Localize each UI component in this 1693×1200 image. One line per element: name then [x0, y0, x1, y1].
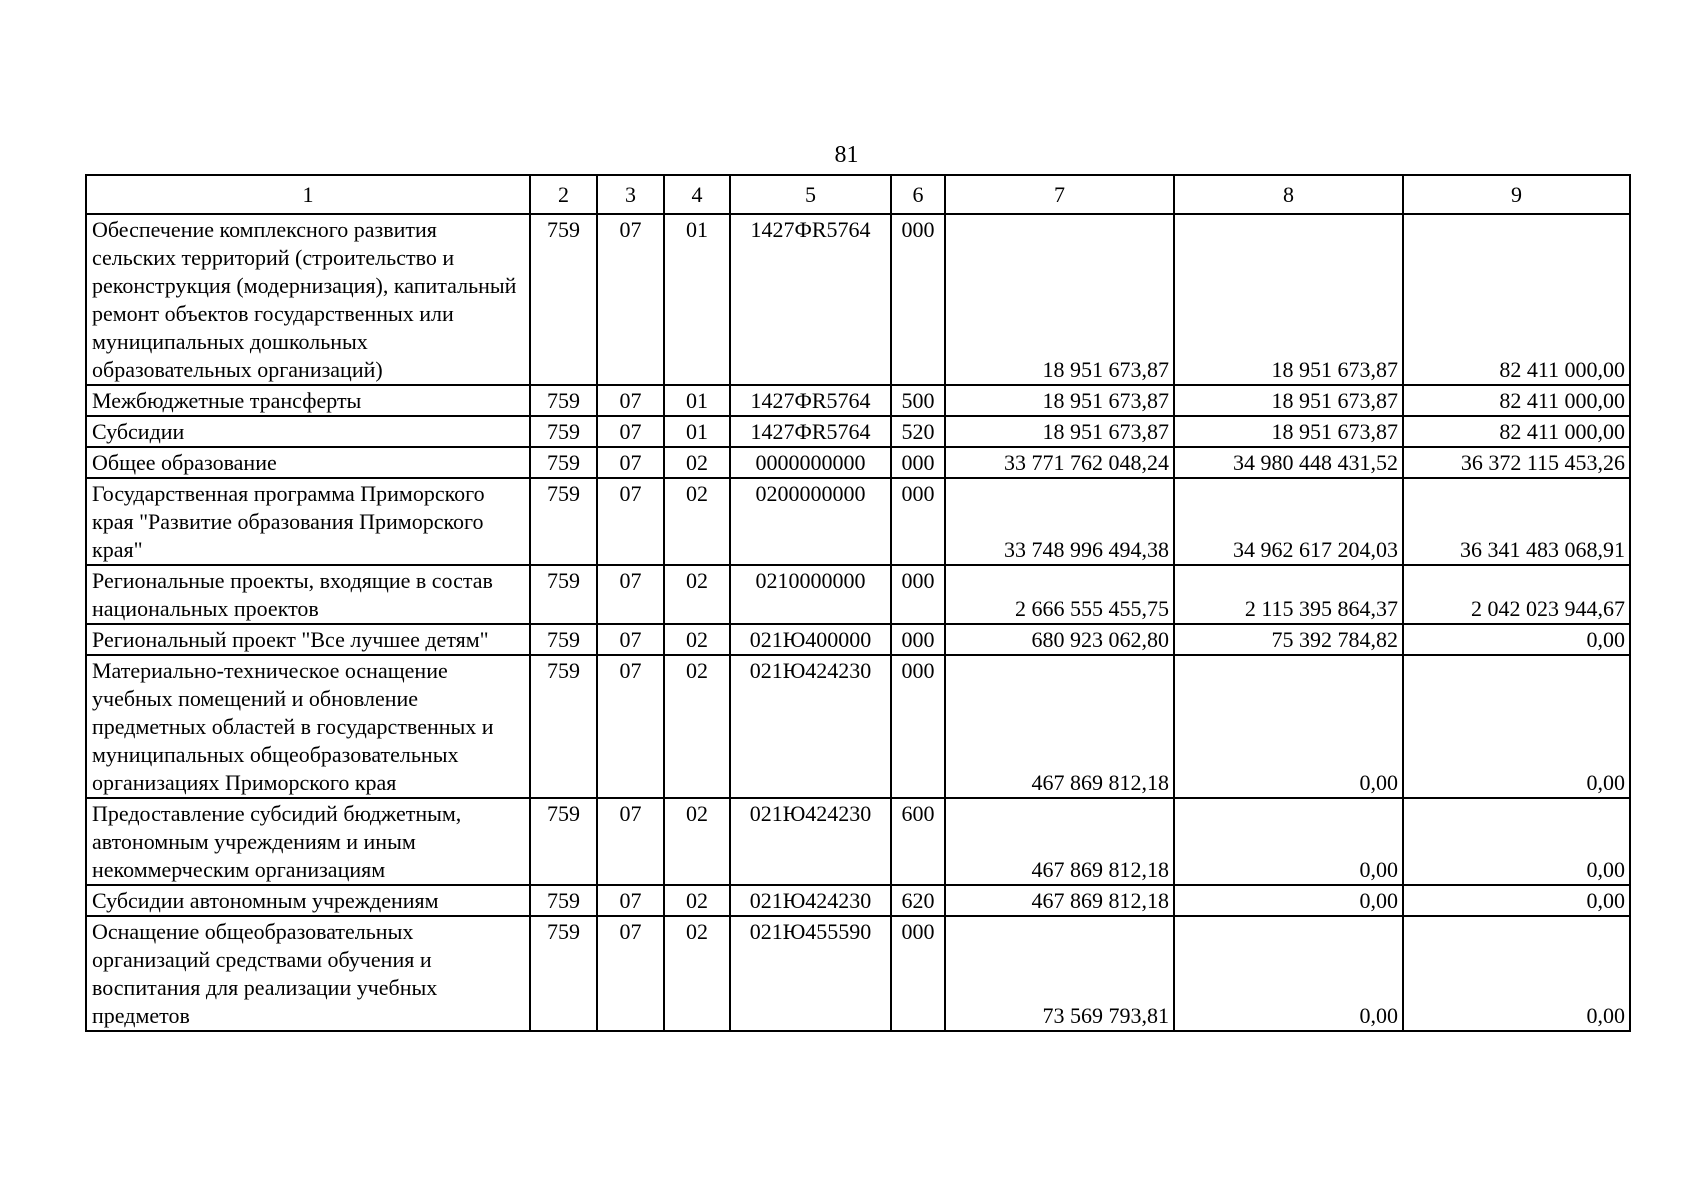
row-name-cell: Государственная программа Приморского края "Развитие образования Приморского края" — [86, 478, 530, 565]
gr-code-cell: 759 — [530, 385, 597, 416]
expense-type-cell: 000 — [891, 624, 945, 655]
amount-col8-cell: 75 392 784,82 — [1174, 624, 1403, 655]
column-header: 3 — [597, 175, 664, 214]
column-header: 6 — [891, 175, 945, 214]
subsection-code-cell: 02 — [664, 885, 730, 916]
section-code-cell: 07 — [597, 565, 664, 624]
table-row — [86, 214, 1630, 385]
table-row — [86, 624, 1630, 655]
amount-col7-cell: 18 951 673,87 — [945, 385, 1174, 416]
amount-col8-cell: 0,00 — [1174, 655, 1403, 798]
target-article-cell: 021Ю424230 — [730, 798, 891, 885]
amount-col7-cell: 2 666 555 455,75 — [945, 565, 1174, 624]
section-code-cell: 07 — [597, 416, 664, 447]
expense-type-cell: 000 — [891, 214, 945, 385]
gr-code-cell: 759 — [530, 416, 597, 447]
amount-col8-cell: 34 980 448 431,52 — [1174, 447, 1403, 478]
expense-type-cell: 600 — [891, 798, 945, 885]
target-article-cell: 021Ю400000 — [730, 624, 891, 655]
subsection-code-cell: 02 — [664, 798, 730, 885]
amount-col8-cell: 18 951 673,87 — [1174, 385, 1403, 416]
section-code-cell: 07 — [597, 478, 664, 565]
row-name-cell: Субсидии — [86, 416, 530, 447]
amount-col8-cell: 0,00 — [1174, 885, 1403, 916]
row-name-cell: Региональный проект "Все лучшее детям" — [86, 624, 530, 655]
amount-col9-cell: 0,00 — [1403, 624, 1630, 655]
target-article-cell: 021Ю424230 — [730, 885, 891, 916]
amount-col9-cell: 82 411 000,00 — [1403, 416, 1630, 447]
target-article-cell: 021Ю424230 — [730, 655, 891, 798]
amount-col7-cell: 18 951 673,87 — [945, 416, 1174, 447]
subsection-code-cell: 01 — [664, 385, 730, 416]
amount-col7-cell: 467 869 812,18 — [945, 655, 1174, 798]
amount-col7-cell: 680 923 062,80 — [945, 624, 1174, 655]
subsection-code-cell: 02 — [664, 624, 730, 655]
target-article-cell: 1427ФR5764 — [730, 385, 891, 416]
table-body — [86, 175, 1630, 1031]
column-header: 5 — [730, 175, 891, 214]
table-row — [86, 798, 1630, 885]
target-article-cell: 0210000000 — [730, 565, 891, 624]
column-header: 1 — [86, 175, 530, 214]
amount-col7-cell: 33 771 762 048,24 — [945, 447, 1174, 478]
amount-col8-cell: 18 951 673,87 — [1174, 416, 1403, 447]
target-article-cell: 021Ю455590 — [730, 916, 891, 1031]
gr-code-cell: 759 — [530, 885, 597, 916]
amount-col7-cell: 73 569 793,81 — [945, 916, 1174, 1031]
column-header: 7 — [945, 175, 1174, 214]
section-code-cell: 07 — [597, 655, 664, 798]
gr-code-cell: 759 — [530, 447, 597, 478]
gr-code-cell: 759 — [530, 655, 597, 798]
subsection-code-cell: 01 — [664, 214, 730, 385]
table-row — [86, 385, 1630, 416]
subsection-code-cell: 02 — [664, 478, 730, 565]
header-row — [86, 175, 1630, 214]
budget-table — [85, 174, 1631, 1032]
amount-col9-cell: 0,00 — [1403, 798, 1630, 885]
section-code-cell: 07 — [597, 624, 664, 655]
gr-code-cell: 759 — [530, 214, 597, 385]
expense-type-cell: 000 — [891, 478, 945, 565]
amount-col9-cell: 82 411 000,00 — [1403, 385, 1630, 416]
page-number: 81 — [834, 142, 859, 168]
gr-code-cell: 759 — [530, 624, 597, 655]
gr-code-cell: 759 — [530, 565, 597, 624]
table-row — [86, 916, 1630, 1031]
section-code-cell: 07 — [597, 885, 664, 916]
expense-type-cell: 000 — [891, 655, 945, 798]
subsection-code-cell: 02 — [664, 916, 730, 1031]
row-name-cell: Субсидии автономным учреждениям — [86, 885, 530, 916]
column-header: 2 — [530, 175, 597, 214]
expense-type-cell: 000 — [891, 565, 945, 624]
row-name-cell: Обеспечение комплексного развития сельских территорий (строительство и реконструкция (модернизация), капитальный ремонт объектов государственных или муниципальных дошкольных образовательных организаций) — [86, 214, 530, 385]
amount-col8-cell: 18 951 673,87 — [1174, 214, 1403, 385]
amount-col7-cell: 33 748 996 494,38 — [945, 478, 1174, 565]
row-name-cell: Общее образование — [86, 447, 530, 478]
amount-col9-cell: 0,00 — [1403, 655, 1630, 798]
target-article-cell: 1427ФR5764 — [730, 214, 891, 385]
expense-type-cell: 000 — [891, 916, 945, 1031]
amount-col9-cell: 36 341 483 068,91 — [1403, 478, 1630, 565]
row-name-cell: Региональные проекты, входящие в состав национальных проектов — [86, 565, 530, 624]
section-code-cell: 07 — [597, 385, 664, 416]
amount-col9-cell: 0,00 — [1403, 916, 1630, 1031]
column-header: 8 — [1174, 175, 1403, 214]
amount-col9-cell: 2 042 023 944,67 — [1403, 565, 1630, 624]
subsection-code-cell: 02 — [664, 565, 730, 624]
column-header: 4 — [664, 175, 730, 214]
amount-col7-cell: 467 869 812,18 — [945, 885, 1174, 916]
amount-col7-cell: 467 869 812,18 — [945, 798, 1174, 885]
gr-code-cell: 759 — [530, 478, 597, 565]
table-row — [86, 447, 1630, 478]
gr-code-cell: 759 — [530, 798, 597, 885]
table-row — [86, 565, 1630, 624]
table-row — [86, 478, 1630, 565]
section-code-cell: 07 — [597, 214, 664, 385]
section-code-cell: 07 — [597, 798, 664, 885]
amount-col8-cell: 2 115 395 864,37 — [1174, 565, 1403, 624]
expense-type-cell: 620 — [891, 885, 945, 916]
subsection-code-cell: 01 — [664, 416, 730, 447]
amount-col9-cell: 0,00 — [1403, 885, 1630, 916]
subsection-code-cell: 02 — [664, 447, 730, 478]
amount-col9-cell: 82 411 000,00 — [1403, 214, 1630, 385]
row-name-cell: Оснащение общеобразовательных организаций средствами обучения и воспитания для реализации учебных предметов — [86, 916, 530, 1031]
amount-col8-cell: 34 962 617 204,03 — [1174, 478, 1403, 565]
target-article-cell: 1427ФR5764 — [730, 416, 891, 447]
section-code-cell: 07 — [597, 916, 664, 1031]
row-name-cell: Материально-техническое оснащение учебных помещений и обновление предметных областей в государственных и муниципальных общеобразовательных организациях Приморского края — [86, 655, 530, 798]
amount-col8-cell: 0,00 — [1174, 916, 1403, 1031]
amount-col9-cell: 36 372 115 453,26 — [1403, 447, 1630, 478]
target-article-cell: 0000000000 — [730, 447, 891, 478]
row-name-cell: Межбюджетные трансферты — [86, 385, 530, 416]
expense-type-cell: 520 — [891, 416, 945, 447]
amount-col8-cell: 0,00 — [1174, 798, 1403, 885]
column-header: 9 — [1403, 175, 1630, 214]
section-code-cell: 07 — [597, 447, 664, 478]
table-row — [86, 655, 1630, 798]
table-row — [86, 885, 1630, 916]
table-row — [86, 416, 1630, 447]
row-name-cell: Предоставление субсидий бюджетным, автономным учреждениям и иным некоммерческим организациям — [86, 798, 530, 885]
amount-col7-cell: 18 951 673,87 — [945, 214, 1174, 385]
expense-type-cell: 500 — [891, 385, 945, 416]
gr-code-cell: 759 — [530, 916, 597, 1031]
subsection-code-cell: 02 — [664, 655, 730, 798]
expense-type-cell: 000 — [891, 447, 945, 478]
target-article-cell: 0200000000 — [730, 478, 891, 565]
